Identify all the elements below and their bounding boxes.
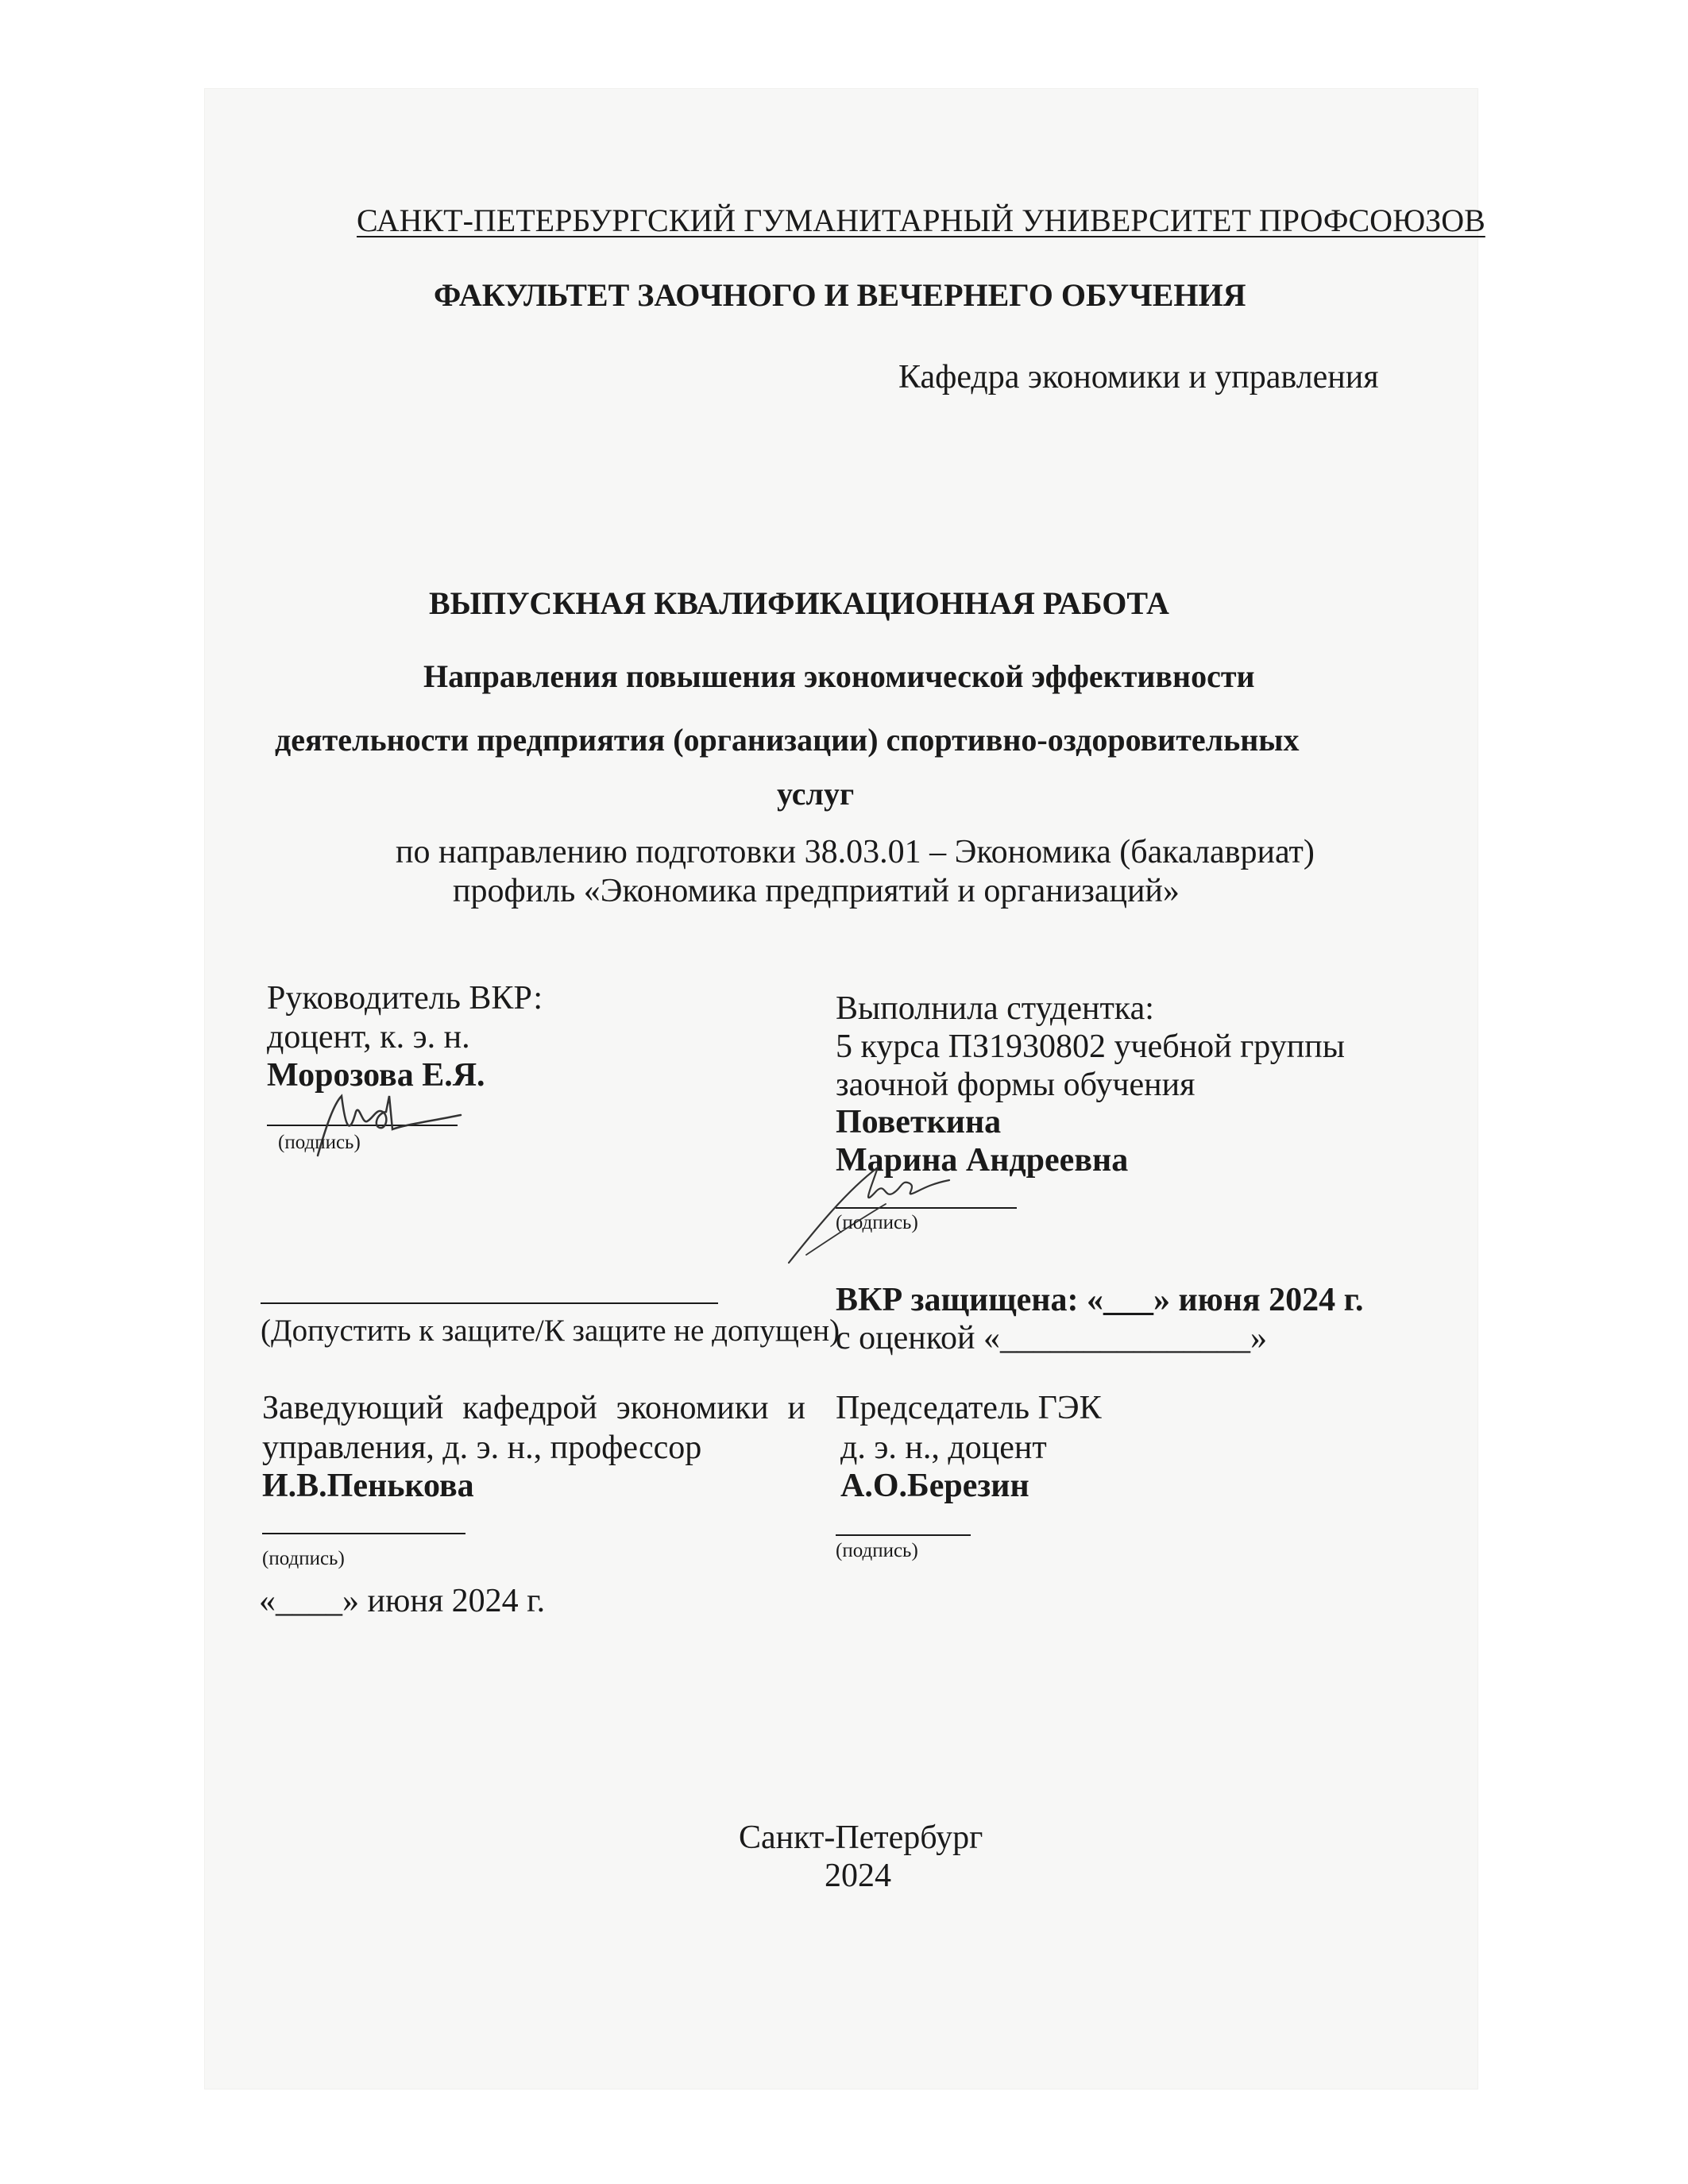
chairman-role: Председатель ГЭК [836, 1390, 1102, 1426]
supervisor-name: Морозова Е.Я. [267, 1057, 485, 1094]
supervisor-degree: доцент, к. э. н. [267, 1019, 470, 1055]
student-given-names: Марина Андреевна [836, 1142, 1129, 1179]
head-of-department-line-1: Заведующий кафедрой экономики и [262, 1390, 805, 1426]
head-of-department-signature-line [262, 1533, 465, 1534]
admission-caption: (Допустить к защите/К защите не допущен) [261, 1314, 840, 1348]
topic-line-2: деятельности предприятия (организации) спортивно-оздоровительных [275, 722, 1300, 758]
head-of-department-date: «____» июня 2024 г. [259, 1583, 546, 1619]
topic-line-1: Направления повышения экономической эффективности [423, 658, 1255, 694]
admission-line [261, 1302, 718, 1304]
chairman-degree: д. э. н., доцент [840, 1430, 1047, 1466]
student-course-group: 5 курса ПЗ1930802 учебной группы [836, 1028, 1345, 1065]
chairman-name: А.О.Березин [840, 1468, 1029, 1504]
head-of-department-signature-caption: (подпись) [262, 1548, 345, 1569]
head-of-department-line-2: управления, д. э. н., профессор [262, 1430, 702, 1466]
work-type-heading: ВЫПУСКНАЯ КВАЛИФИКАЦИОННАЯ РАБОТА [429, 585, 1169, 621]
study-profile: профиль «Экономика предприятий и организаций» [453, 873, 1180, 909]
head-of-department-name: И.В.Пенькова [262, 1468, 474, 1504]
student-surname: Поветкина [836, 1104, 1002, 1140]
footer-city: Санкт-Петербург [739, 1819, 983, 1856]
defense-status: ВКР защищена: «___» июня 2024 г. [836, 1282, 1364, 1318]
chairman-signature-line [836, 1534, 971, 1536]
department-name: Кафедра экономики и управления [898, 359, 1379, 396]
defense-grade: с оценкой «_______________» [836, 1320, 1267, 1356]
faculty-name: ФАКУЛЬТЕТ ЗАОЧНОГО И ВЕЧЕРНЕГО ОБУЧЕНИЯ [434, 277, 1246, 313]
topic-line-3: услуг [777, 776, 855, 812]
supervisor-signature-caption: (подпись) [278, 1132, 361, 1153]
student-signature-caption: (подпись) [836, 1212, 918, 1233]
footer-year: 2024 [825, 1858, 891, 1894]
supervisor-role: Руководитель ВКР: [267, 980, 543, 1017]
student-role: Выполнила студентка: [836, 990, 1154, 1027]
university-name: САНКТ-ПЕТЕРБУРГСКИЙ ГУМАНИТАРНЫЙ УНИВЕРСИТЕТ ПРОФСОЮЗОВ [357, 203, 1485, 238]
student-signature-icon [782, 1144, 957, 1271]
student-study-form: заочной формы обучения [836, 1067, 1196, 1103]
chairman-signature-caption: (подпись) [836, 1540, 918, 1561]
study-direction: по направлению подготовки 38.03.01 – Экономика (бакалавриат) [396, 834, 1315, 870]
